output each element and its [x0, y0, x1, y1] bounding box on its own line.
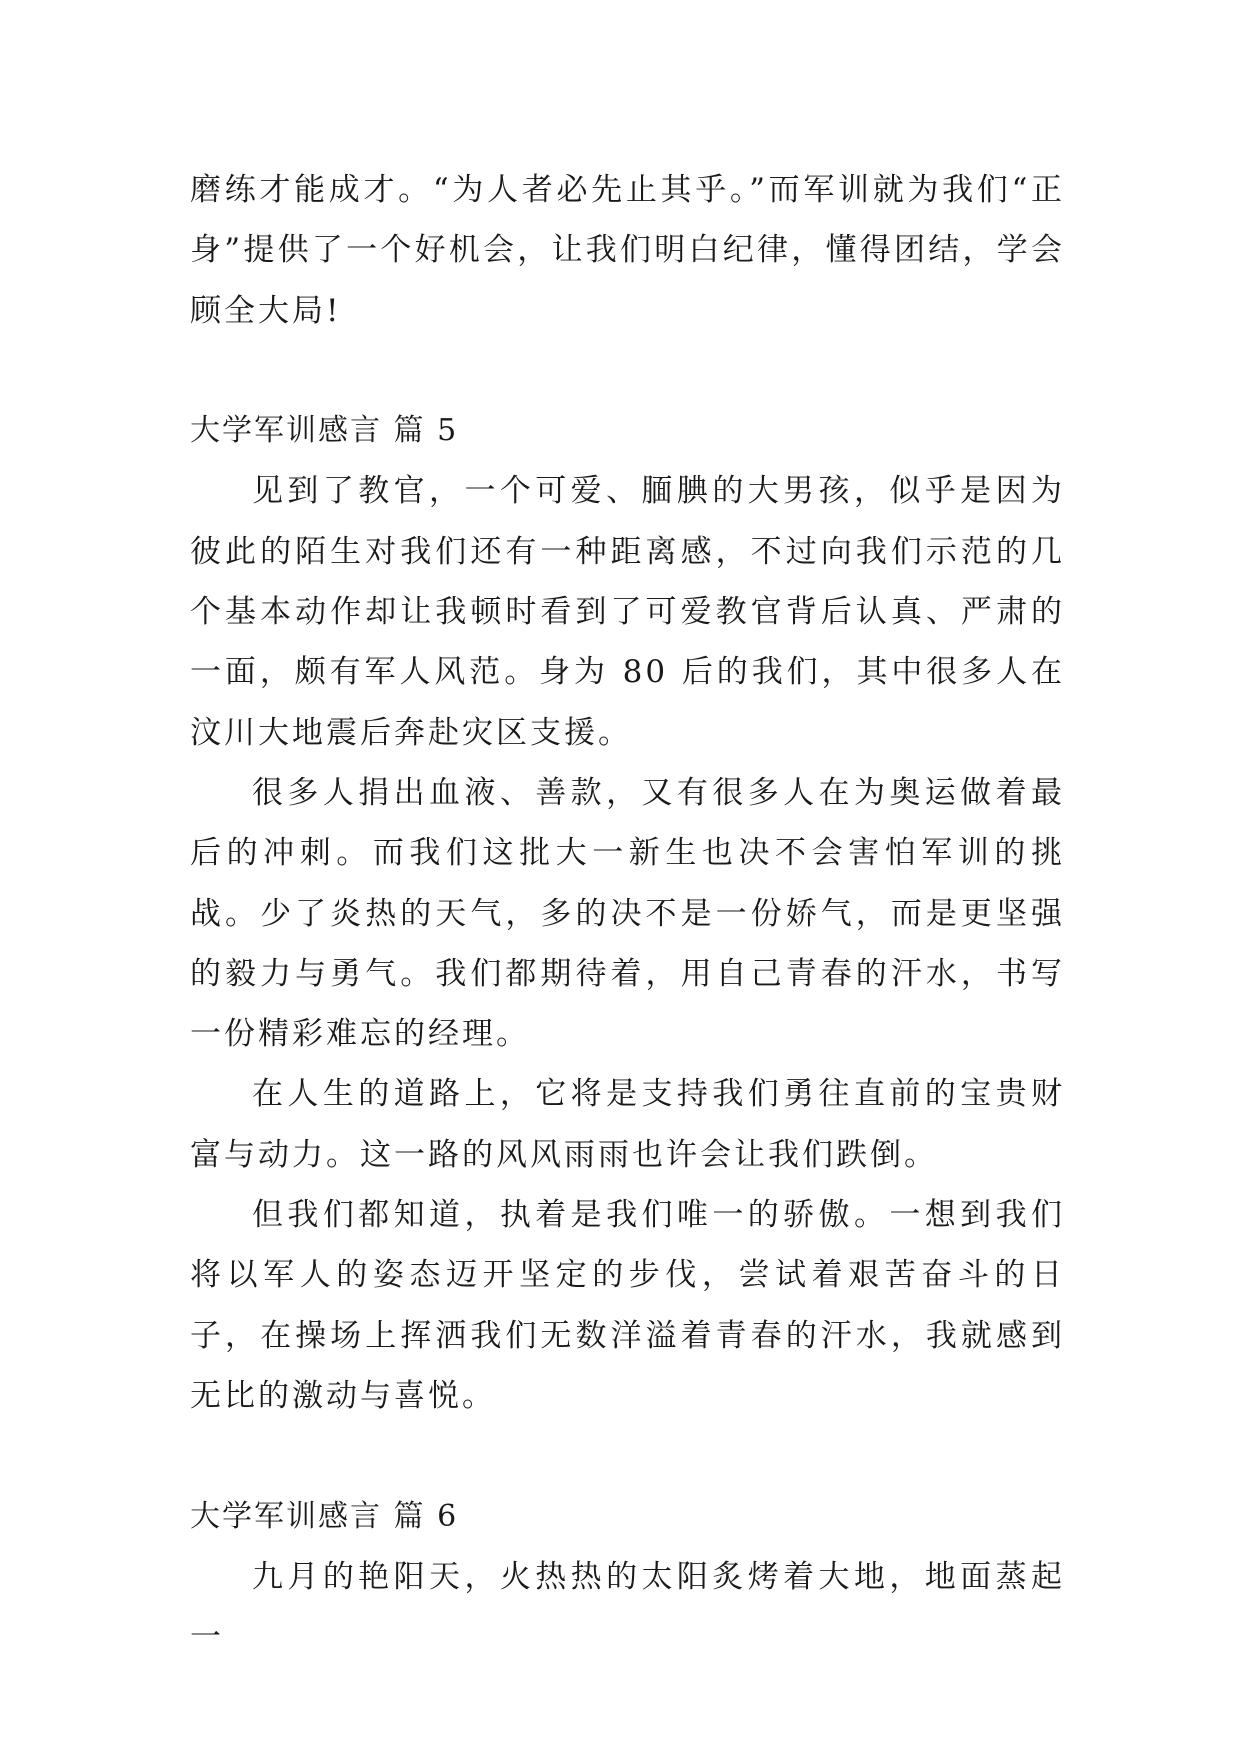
section-heading-6: 大学军训感言 篇 6: [190, 1498, 459, 1534]
document-body: [190, 160, 1065, 1667]
section-heading-5: 大学军训感言 篇 5: [190, 413, 459, 449]
section-spacer: [190, 341, 1065, 401]
intro-paragraph: 磨练才能成才。“为人者必先止其乎。”而军训就为我们“正身”提供了一个好机会，让我们明白纪律，懂得团结，学会顾全大局!: [190, 172, 1065, 329]
section-spacer: [190, 1426, 1065, 1486]
section-5-paragraph-3: 在人生的道路上，它将是支持我们勇往直前的宝贵财富与动力。这一路的风风雨雨也许会让我们跌倒。: [190, 1076, 1065, 1173]
section-5-paragraph-4: 但我们都知道，执着是我们唯一的骄傲。一想到我们将以军人的姿态迈开坚定的步伐，尝试着艰苦奋斗的日子，在操场上挥洒我们无数洋溢着青春的汗水，我就感到无比的激动与喜悦。: [190, 1197, 1065, 1414]
section-5-paragraph-1: 见到了教官，一个可爱、腼腆的大男孩，似乎是因为彼此的陌生对我们还有一种距离感，不过向我们示范的几个基本动作却让我顿时看到了可爱教官背后认真、严肃的一面，颇有军人风范。身为 80 后的我们，其中很多人在汶川大地震后奔赴灾区支援。: [190, 473, 1065, 751]
section-5-paragraph-2: 很多人捐出血液、善款，又有很多人在为奥运做着最后的冲刺。而我们这批大一新生也决不会害怕军训的挑战。少了炎热的天气，多的决不是一份娇气，而是更坚强的毅力与勇气。我们都期待着，用自己青春的汗水，书写一份精彩难忘的经理。: [190, 774, 1065, 1053]
section-6-paragraph-1: 九月的艳阳天，火热热的太阳炙烤着大地，地面蒸起一: [190, 1558, 1065, 1656]
